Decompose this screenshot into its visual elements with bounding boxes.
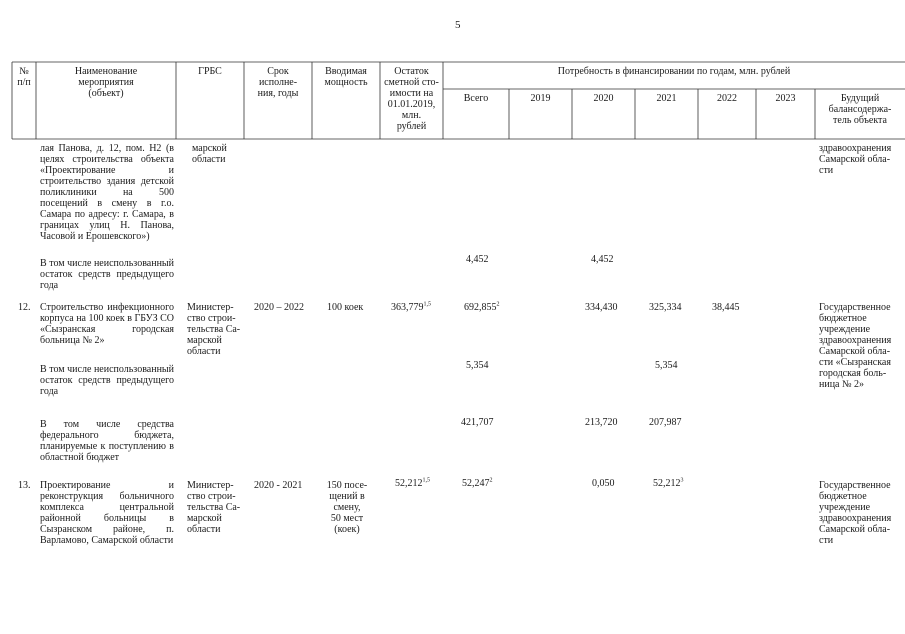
row13-name: Проектирование и реконструкция больничного комплекса центральной районной больницы в Сызранском районе, п. Варламово, Самарской области <box>40 480 174 546</box>
row12-capacity: 100 коек <box>327 302 364 313</box>
row13-remainder: 52,212$^{1,5}$ <box>395 477 430 489</box>
row12-grbs: Министер- ство строи- тельства Са- марской области <box>187 302 241 357</box>
row12-sub2-2021: 207,987 <box>649 417 682 428</box>
row12-sub2-name: В том числе средства федерального бюджета, планируемые к поступлению в областной бюджет <box>40 419 174 463</box>
cont-holder: здравоохранения Самарской обла- сти <box>819 143 892 176</box>
row13-num: 13. <box>18 480 31 491</box>
cont-grbs: марской области <box>192 143 227 165</box>
header-2021: 2021 <box>656 93 677 104</box>
row12-total: 692,855$^2$ <box>464 301 500 313</box>
row12-sub1-2021: 5,354 <box>655 360 678 371</box>
row12-sub2-2020: 213,720 <box>585 417 618 428</box>
row12-sub1-name: В том числе неиспользованный остаток средств предыдущего года <box>40 364 174 397</box>
row12-term: 2020 – 2022 <box>254 302 304 313</box>
row13-term: 2020 - 2021 <box>254 480 303 491</box>
header-capacity: Вводимая мощность <box>324 66 368 88</box>
row12-2022: 38,445 <box>712 302 740 313</box>
row12-name: Строительство инфекционного корпуса на 100 коек в ГБУЗ СО «Сызранская городская больница № 2» <box>40 302 175 346</box>
row13-2020: 0,050 <box>592 478 615 489</box>
row12-sub2-total: 421,707 <box>461 417 494 428</box>
row13-capacity: 150 посе- щений в смену, 50 мест (коек) <box>326 480 368 535</box>
row13-total: 52,247$^2$ <box>462 477 493 489</box>
header-remainder: Остаток сметной сто- имости на 01.01.2019, млн. рублей <box>384 66 439 132</box>
header-holder: Будущий балансодержа- тель объекта <box>828 93 892 126</box>
header-name: Наименование мероприятия (объект) <box>74 66 138 99</box>
header-total: Всего <box>463 93 489 104</box>
page-number: 5 <box>455 19 461 31</box>
cont-sub-2020: 4,452 <box>591 254 614 265</box>
header-2022: 2022 <box>717 93 737 104</box>
row12-sub1-total: 5,354 <box>466 360 489 371</box>
cont-sub-name: В том числе неиспользованный остаток средств предыдущего года <box>40 258 174 291</box>
row12-num: 12. <box>18 302 31 313</box>
row12-holder: Государственное бюджетное учреждение здравоохранения Самарской обла- сти «Сызранская городская боль- ница № 2» <box>819 302 892 390</box>
cont-sub-total: 4,452 <box>466 254 489 265</box>
header-2019: 2019 <box>530 93 551 104</box>
row13-grbs: Министер- ство строи- тельства Са- марской области <box>187 480 241 535</box>
header-2023: 2023 <box>775 93 796 104</box>
header-need: Потребность в финансировании по годам, млн. рублей <box>557 66 791 77</box>
row12-2021: 325,334 <box>649 302 682 313</box>
header-term: Срок исполне- ния, годы <box>257 66 299 99</box>
cont-name: лая Панова, д. 12, пом. Н2 (в целях строительства объекта «Проектирование и строительство здания детской поликлиники на 500 посещений в смену в г.о. Самара по адресу: г. Самара, в границах улиц Н. Панова, Часовой и Ерошевского») <box>40 143 174 242</box>
header-num: № п/п <box>17 66 31 88</box>
row12-remainder: 363,779$^{1,5}$ <box>391 301 431 313</box>
row12-2020: 334,430 <box>585 302 618 313</box>
row13-2021: 52,212$^3$ <box>653 477 684 489</box>
header-2020: 2020 <box>593 93 614 104</box>
row13-holder: Государственное бюджетное учреждение здравоохранения Самарской обла- сти <box>819 480 892 546</box>
header-grbs: ГРБС <box>198 66 222 77</box>
